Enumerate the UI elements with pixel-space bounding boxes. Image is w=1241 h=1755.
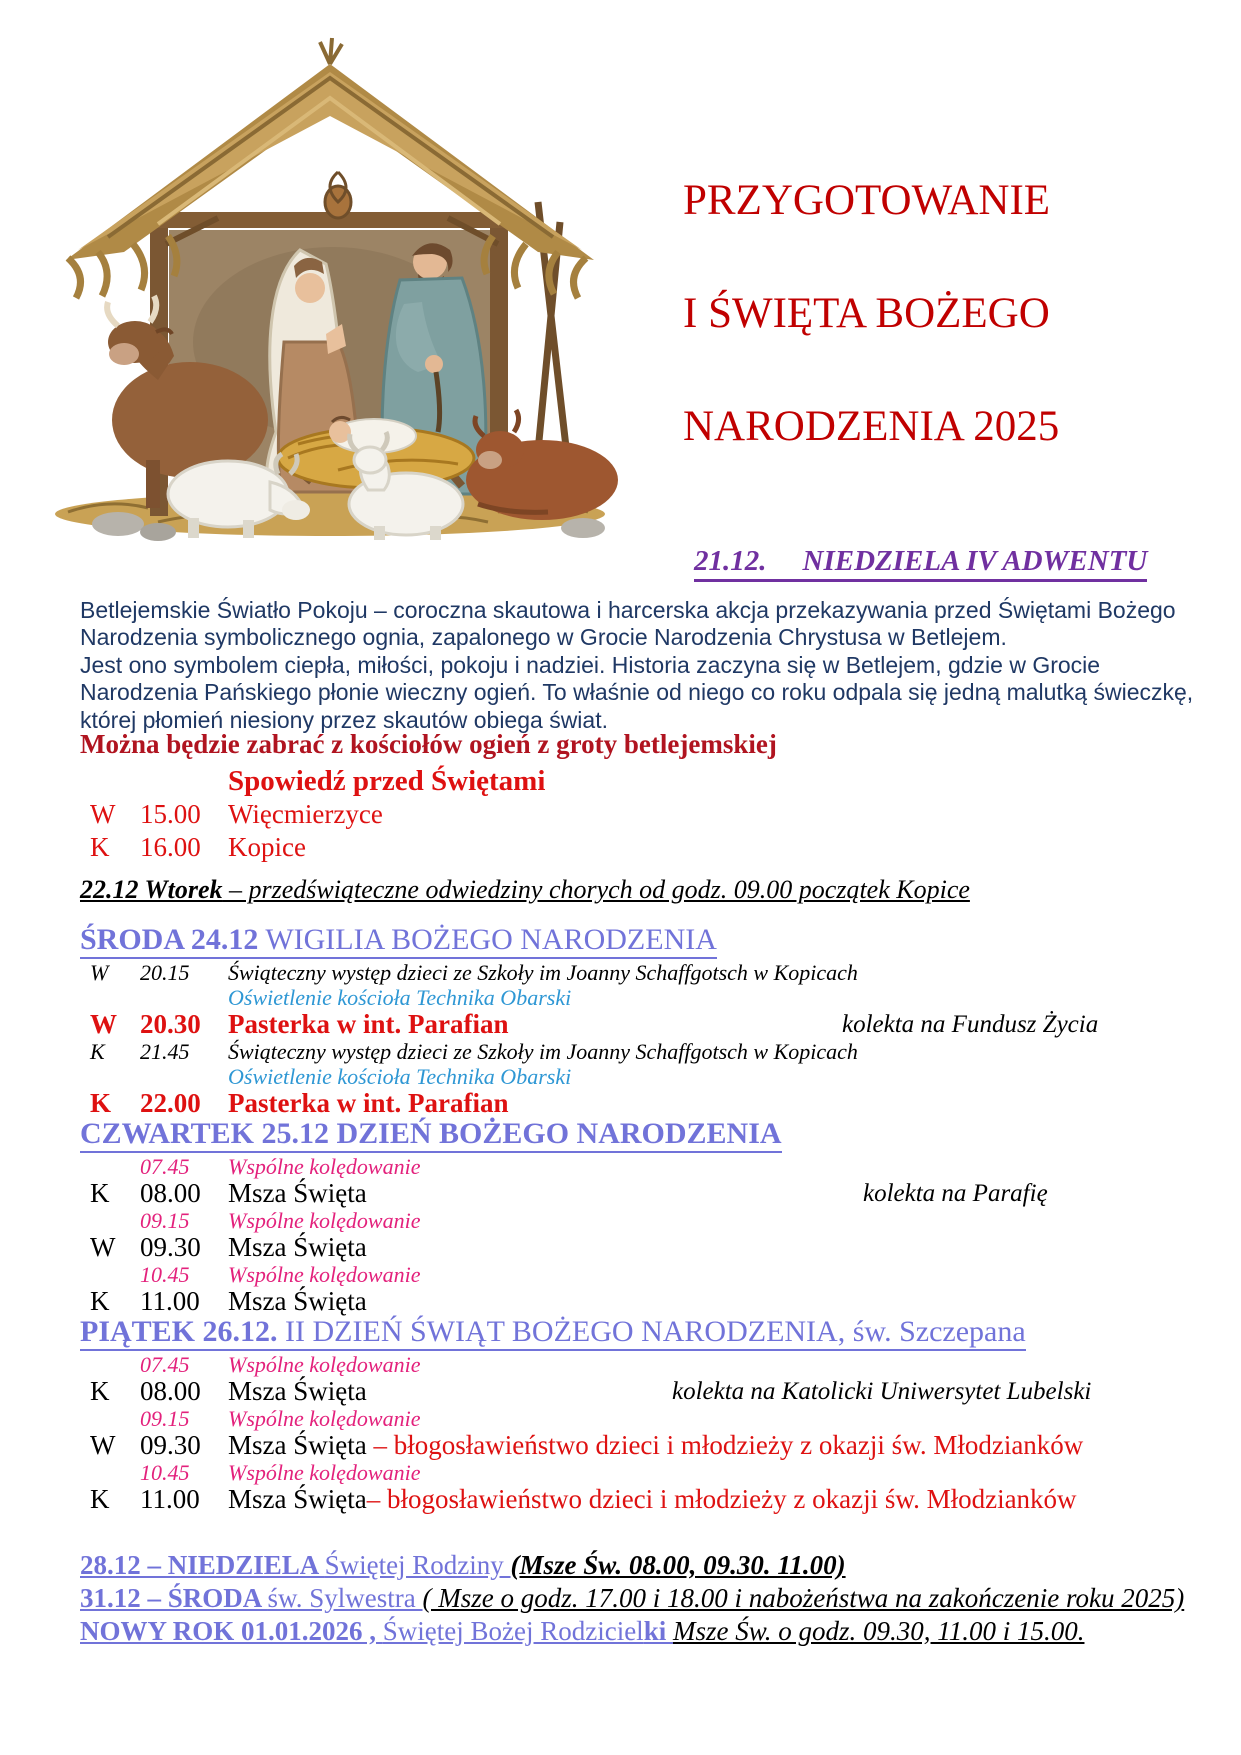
church-letter: W <box>90 1009 117 1039</box>
event-label: Pasterka w int. Parafian <box>228 1088 509 1118</box>
tuesday-note <box>80 875 970 905</box>
time-value: 09.30 <box>140 1430 201 1460</box>
schedule-row <box>0 1460 1241 1485</box>
schedule-row <box>0 1208 1241 1233</box>
schedule-row <box>0 1010 1241 1039</box>
schedule-row <box>0 1406 1241 1431</box>
day-section <box>0 1316 1241 1514</box>
day-header-text <box>80 1118 782 1153</box>
event-label: Msza Święta <box>228 1484 367 1514</box>
time-value: 11.00 <box>140 1286 200 1316</box>
confession-rows <box>0 798 1241 864</box>
intro-line: której płomień niesiony przez skautów obiega świat. <box>80 706 608 733</box>
event-text <box>228 1039 1241 1064</box>
main-title-line: I ŚWIĘTA BOŻEGO <box>683 290 1050 337</box>
schedule-row <box>0 1064 1241 1089</box>
fire-note: Można będzie zabrać z kościołów ogień z groty betlejemskiej <box>80 729 777 759</box>
event-text <box>228 1064 1241 1089</box>
collection-note: kolekta na Katolicki Uniwersytet Lubelski <box>672 1378 1092 1405</box>
event-label: Wspólne kolędowanie <box>228 1154 421 1179</box>
time-value: 08.00 <box>140 1376 201 1406</box>
day-header-title: WIGILIA BOŻEGO NARODZENIA <box>258 923 717 956</box>
time-value: 08.00 <box>140 1178 201 1208</box>
schedule-row <box>0 1154 1241 1179</box>
event-text <box>228 1154 1241 1179</box>
footer-segment: (Msze Św. 08.00, 09.30. 11.00) <box>510 1550 846 1580</box>
footer-segment: Świętej Bożej Rodziciel <box>382 1616 644 1646</box>
event-label: Wspólne kolędowanie <box>228 1352 421 1377</box>
event-label: Wspólne kolędowanie <box>228 1262 421 1287</box>
event-text <box>228 1287 1241 1316</box>
event-label: Oświetlenie kościoła Technika Obarski <box>228 985 572 1010</box>
event-text <box>228 1431 1241 1460</box>
schedule-row <box>0 1352 1241 1377</box>
day-header-text <box>80 1316 1026 1351</box>
footer-line <box>80 1582 1184 1615</box>
schedule-row <box>0 1179 1241 1208</box>
confession-row <box>0 798 1241 831</box>
advent-heading <box>694 545 1147 582</box>
schedule-row <box>0 1233 1241 1262</box>
footer-segment: 28.12 – NIEDZIELA <box>80 1550 325 1580</box>
event-text <box>228 1089 1241 1118</box>
church-letter: W <box>90 799 116 829</box>
footer-segment: ki <box>643 1616 673 1646</box>
event-text <box>228 1179 1241 1208</box>
church-letter: K <box>90 1376 110 1406</box>
church-letter: K <box>90 1088 112 1118</box>
advent-title: NIEDZIELA IV ADWENTU <box>802 545 1148 577</box>
place-name: Więcmierzyce <box>228 799 383 829</box>
confession-title: Spowiedź przed Świętami <box>228 765 546 797</box>
intro-line: Narodzenia Pańskiego płonie wieczny ogień. To właśnie od niego co roku odpala się jedną malutką świeczkę, <box>80 679 1194 706</box>
day-header <box>80 1316 1241 1352</box>
event-blessing-note: – błogosławieństwo dzieci i młodzieży z okazji św. Młodzianków <box>366 1430 1084 1460</box>
church-letter: K <box>90 1286 110 1316</box>
time-value: 09.30 <box>140 1232 201 1262</box>
church-letter: K <box>90 1039 105 1064</box>
church-letter: K <box>90 832 110 862</box>
intro-line: Narodzenia symbolicznego ognia, zapalonego w Grocie Narodzenia Chrystusa w Betlejem. <box>80 624 1007 651</box>
event-text <box>228 1460 1241 1485</box>
tuesday-date: 22.12 Wtorek <box>80 875 223 904</box>
event-label: Msza Święta <box>228 1232 367 1262</box>
footer-line <box>80 1549 1184 1582</box>
confession-row <box>0 831 1241 864</box>
footer-segment: św. Sylwestra <box>267 1583 423 1613</box>
schedule-row <box>0 1262 1241 1287</box>
church-letter: W <box>90 960 109 985</box>
event-blessing-note: – błogosławieństwo dzieci i młodzieży z okazji św. Młodzianków <box>366 1484 1077 1514</box>
time-value: 20.30 <box>140 1009 201 1039</box>
schedule-row <box>0 960 1241 985</box>
day-section <box>0 1118 1241 1316</box>
schedule-row <box>0 985 1241 1010</box>
place-name: Kopice <box>228 832 306 862</box>
intro-line: Betlejemskie Światło Pokoju – coroczna skautowa i harcerska akcja przekazywania przed Świętami Bożego <box>80 597 1176 623</box>
footer-segment: Msze Św. o godz. 09.30, 11.00 i 15.00. <box>672 1616 1085 1646</box>
time-value: 20.15 <box>140 960 190 985</box>
day-section <box>0 924 1241 1118</box>
event-text <box>228 1485 1241 1514</box>
church-letter: W <box>90 1430 116 1460</box>
time-value: 10.45 <box>140 1262 190 1287</box>
main-title <box>683 144 1223 483</box>
event-label: Świąteczny występ dzieci ze Szkoły im Joanny Schaffgotsch w Kopicach <box>228 1039 858 1064</box>
day-header-text <box>80 924 717 959</box>
event-label: Msza Święta <box>228 1376 367 1406</box>
collection-note: kolekta na Parafię <box>863 1180 1048 1207</box>
event-text <box>228 1352 1241 1377</box>
church-letter: K <box>90 1484 110 1514</box>
day-header-date: PIĄTEK 26.12. <box>80 1315 278 1348</box>
church-letter: K <box>90 1178 110 1208</box>
event-label: Wspólne kolędowanie <box>228 1460 421 1485</box>
day-header <box>80 924 1241 960</box>
schedule-row <box>0 1089 1241 1118</box>
time-value: 22.00 <box>140 1088 201 1118</box>
schedule-row <box>0 1039 1241 1064</box>
intro-line: Jest ono symbolem ciepła, miłości, pokoju i nadziei. Historia zaczyna się w Betlejem, gdzie w Grocie <box>80 651 1101 678</box>
day-header <box>80 1118 1241 1154</box>
event-text <box>228 960 1241 985</box>
event-label: Wspólne kolędowanie <box>228 1406 421 1431</box>
advent-date: 21.12. <box>694 545 767 577</box>
tuesday-text: – przedświąteczne odwiedziny chorych od godz. 09.00 początek Kopice <box>222 875 970 904</box>
time-value: 10.45 <box>140 1460 190 1485</box>
intro-paragraph <box>80 597 1210 734</box>
confession-block <box>0 764 1241 864</box>
time-value: 16.00 <box>140 832 201 862</box>
event-text <box>228 985 1241 1010</box>
time-value: 09.15 <box>140 1406 190 1431</box>
schedule-row <box>0 1287 1241 1316</box>
day-header-title: II DZIEŃ ŚWIĄT BOŻEGO NARODZENIA, św. Szczepana <box>277 1315 1026 1348</box>
time-value: 07.45 <box>140 1154 190 1179</box>
event-text <box>228 1208 1241 1233</box>
event-text <box>228 1262 1241 1287</box>
time-value: 11.00 <box>140 1484 200 1514</box>
schedule-row <box>0 1377 1241 1406</box>
schedule-row <box>0 1431 1241 1460</box>
time-value: 15.00 <box>140 799 201 829</box>
main-title-line: PRZYGOTOWANIE <box>683 177 1051 224</box>
church-letter: W <box>90 1232 116 1262</box>
nativity-scene-image <box>38 12 623 542</box>
event-text <box>228 1233 1241 1262</box>
time-value: 09.15 <box>140 1208 190 1233</box>
footer-block <box>80 1549 1184 1648</box>
event-text <box>228 1406 1241 1431</box>
footer-segment: NOWY ROK 01.01.2026 , <box>80 1616 383 1646</box>
event-label: Wspólne kolędowanie <box>228 1208 421 1233</box>
footer-segment: ( Msze o godz. 17.00 i 18.00 i nabożeństwa na zakończenie roku 2025) <box>422 1583 1185 1613</box>
day-header-date: ŚRODA 24.12 <box>80 923 259 956</box>
event-label: Msza Święta <box>228 1430 367 1460</box>
collection-note: kolekta na Fundusz Życia <box>842 1011 1099 1038</box>
main-title-line: NARODZENIA 2025 <box>683 403 1060 450</box>
time-value: 21.45 <box>140 1039 190 1064</box>
footer-segment: 31.12 – ŚRODA <box>80 1583 268 1613</box>
schedule-row <box>0 1485 1241 1514</box>
event-label: Pasterka w int. Parafian <box>228 1009 509 1039</box>
event-label: Msza Święta <box>228 1178 367 1208</box>
event-label: Oświetlenie kościoła Technika Obarski <box>228 1064 572 1089</box>
day-header-date: CZWARTEK 25.12 DZIEŃ BOŻEGO NARODZENIA <box>80 1117 782 1150</box>
event-label: Świąteczny występ dzieci ze Szkoły im Joanny Schaffgotsch w Kopicach <box>228 960 858 985</box>
event-label: Msza Święta <box>228 1286 367 1316</box>
footer-segment: Świętej Rodziny <box>324 1550 511 1580</box>
time-value: 07.45 <box>140 1352 190 1377</box>
footer-line <box>80 1615 1184 1648</box>
